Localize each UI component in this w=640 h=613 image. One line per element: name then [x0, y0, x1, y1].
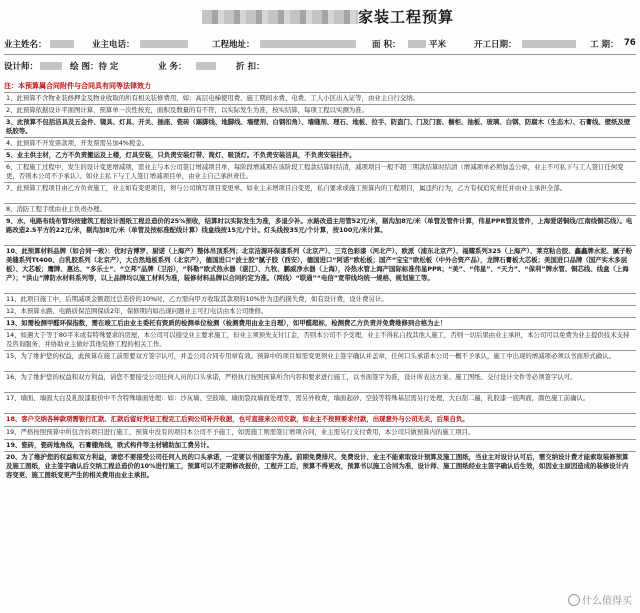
address-label: 工程地址：	[212, 40, 255, 50]
start-date-label: 开工日期：	[474, 40, 517, 50]
designer-label: 设计师：	[4, 62, 39, 72]
owner-phone-label: 业主电话：	[92, 40, 135, 50]
term-item: 7、此预算工程项目由乙方负责施工，业主如有变更项目，须与公司填写项目变更单。如业主未增项目自变更，私自要求或施工预算内的工程项目，属违约行为，乙方有权追究责任并由业主承担全部。	[4, 182, 636, 203]
blurred-start-date	[522, 40, 576, 48]
term-item: 14、如遇大于等于80平米或有特殊要求的房屋，本公司可以接受业主要求施工，但业主须预先支付订金，否则本公司不予受理，业主不得私自找其他人施工，否则一切后果由业主承担，本公司可以免费为业主提供技术支持及咨询服务，并协助业主做好其他装修工程的相关工作。	[4, 329, 636, 350]
term-item: 3、此预算不包括洁具及五金件、镜具、灯具、开关、插座、瓷砖（踢脚线、地脚线、墙壁剂、白钢扣角）、墙缝剂、理石、地板、拉手、防盗门、门及门套、橱柜、抽板、玻璃、白钢、防腐木（生态木）、石膏线、壁纸及壁纸胶等。	[4, 116, 636, 137]
document-title: 家装工程预算	[358, 8, 455, 26]
business-label: 业 务：	[158, 62, 187, 72]
owner-name-label: 业主姓名：	[4, 40, 47, 50]
term-item: 20、为了维护您的权益和双方利益，请您不要接受公司任何人员的口头承诺，一定要以书面签字为准。前期免费排尺、免费设计、业主不能索取设计预算及施工图纸，当业主对设计认可后，需交纳设计费才能索取装修预算及施工图纸，业主签字确认后交纳工程总造价的10%进行施工，预算可以不定期修改报价，工程开工后，预算不得更改，预算书以施工合同为准，设计师、施工图纸经业主签字确认后生效，如因业主原因造成的装修设计内容变更、施工图纸变更产生的相关费用由业主承担。	[4, 451, 636, 481]
blurred-business	[196, 62, 216, 70]
area-unit: 平米	[429, 40, 447, 50]
term-item: 13、如需检测甲醛环保指数，需在竣工后由业主委托有资质的检测单位检测（检测费用由业主自理），如甲醛超标，检测费乙方负责并免费维修到合格为止！	[4, 317, 636, 329]
term-item: 19、严格按照预算中所包含的项目进行施工，预算中没有的项目本公司不予施工，如需施工则需签订增项合同，业主需另行支付费用，本公司只做预算内的施工项目。	[4, 426, 636, 439]
terms-table	[4, 92, 636, 481]
blurred-address	[260, 40, 356, 48]
term-item: 2、此预算依据设计平面图计算，预算单一次性按充，面积及数量的有不符，以实际发生为准，按实结算，每项工程以实测为准。	[4, 104, 636, 116]
term-item: 19、瓷砖，瓷砖地角线，石膏棚角线，欧式构件等主材辅助加工费另计。	[4, 439, 636, 451]
term-item: 9、水、电路布线布管均按建筑工程设计图纸工程总造价的25%预收，结算时以实际发生为准，多退少补。水路改造主用管52元/米，剔沟加8元/米（单管及管件计算，伟星PPR管及管件，上海爱诺铜线/江南线铜芯线）。电路改造2.5平方的22元/米，剔沟加8元/米（单管及按标准配线计算）线盒线按15元/个计。灯头线按35元/个计算，按100元/米计算。	[4, 215, 636, 245]
drawing-label: 绘 图：待 定	[70, 62, 119, 72]
term-item: 11、此项目施工中，后期减项金额超过总造价的10%时，乙方需向甲方收取其款项的10%作为违约损失费，如有设计费，设计费另计。	[4, 293, 636, 305]
watermark	[568, 592, 632, 607]
term-item: 16、为了维护您的权益和双方利益，请您不要接受公司任何人员的口头承诺，严格执行按照预算所含内容和要求进行施工，以书面签字为准，设计所表达方案、施工图纸、交付设计文件等必须签字认可。	[4, 371, 636, 392]
blurred-owner-phone	[140, 40, 188, 48]
legal-notice: 注：本预算属合同附件与合同具有同等法律效力	[4, 82, 151, 90]
term-item: 5、业主供主材，乙方不负责搬运及上楼，灯具安装，只负责安装灯带、筒灯、吸顶灯。不负责安装洁具，不负责安装挂件。	[4, 149, 636, 161]
info-row-1	[4, 36, 636, 52]
discount-label: 折 扣：	[236, 62, 265, 72]
term-item: 15、为了维护您的权益，此预算在施工前需要双方签字认可，并盖公司合同专用章有效。预算中的项目如需变更须业主签字确认并盖章，任何口头承诺本公司一概不予承认，施工中出现的增减项必须以书面形式确认。	[4, 350, 636, 371]
blurred-company-name	[202, 10, 358, 24]
title-row	[0, 6, 640, 28]
area-label: 面 积：	[372, 40, 401, 50]
term-item: 18、客户交纳各种款项需银行汇款、汇款后留好凭证工程完工后到公司补开收据，也可直接来公司交款，如业主不按照要求付款，出现意外与公司无关，后果自负。	[4, 413, 636, 426]
watermark-text: 什么值得买	[582, 596, 632, 607]
duration-value: 76	[624, 38, 636, 48]
info-row-2	[4, 58, 636, 74]
blurred-owner-name	[50, 40, 74, 48]
blurred-area	[408, 40, 426, 48]
term-item: 6、工程施工过程中，发生的设计变更增减项，需业主与本公司签订增减项目单，每阶段增减项在该阶段工程款结算时结清，减项项目一般不超三期款结算时结清（增减项单必须加盖公章，业主不可私下与工人签订任何变更，否则本公司不予承认）。如业主私下与工人签订增减项目单，由业主自己承担责任。	[4, 161, 636, 182]
term-item: 4、此预算不开发票款项，开发票需另加4%税金。	[4, 137, 636, 149]
term-item: 10、此预算材料品牌（如合同一致）：优时吉博罗、厨诺（上海产）整体吊顶系列；北京洁源环保漆系列（北京产）、三克色彩漆（河北产）、欧派（浦东北京产）、福耀系列325（上海产）、莱克粘合胶、鑫鑫牌水泥、腻子粉美缝系列Tt400、白乳胶系列（北京产），大自然地板系列（北京产），德国进口“波士胶”腻子胶（西安），德国进口“阿诺”欧松板；国产“宝宝”欧松板（中外合资产品），龙牌石膏板大芯板；美国进口品牌（国产实木多层板）、大芯板；鹰牌、惠达、“多乐士”、“立邦”品牌（卫浴），“科勒”欧式热水器（湛江）、九牧、鹏威净水器（上海），冷热水管上海产国际标准伟星PPR；“美”、“伟星”、“天力”、“保利”牌水管、铜芯线、线盒（上海产）；“洪山”牌防水材料系列等，以上品牌均以施工材料为准，装修材料品牌以合同约定为准。（网线）“联通”“电信”宽带线均统一规格、规划施工等。	[4, 245, 636, 293]
term-item: 17、墙面、墙面大白及乳胶漆报价中不含特殊墙面处理：如：沙灰墙、空鼓墙、墙面裂纹墙面处理等，需另外收费，墙面起砂、空鼓等特殊基层需另行处理，大白刮二遍，乳胶漆一底两面，颜色施工前确认。	[4, 392, 636, 413]
header-divider	[4, 54, 636, 55]
blurred-designer	[40, 62, 62, 70]
term-item: 12、本预算水路、电路质保范围保质2年，保修期内如出现问题业主可打电话由本公司维修。	[4, 305, 636, 317]
term-item: 1、此预算不含物业装修押金及物业收取的所有相关装修费用，如：高层电梯使用费、施工期间水费、电费、工人小区出入证等，由业主自行交纳。	[4, 92, 636, 104]
watermark-icon	[568, 594, 580, 606]
term-item: 8、消防工程手续由业主负责办理。	[4, 203, 636, 215]
duration-label: 工 期：	[590, 40, 619, 50]
